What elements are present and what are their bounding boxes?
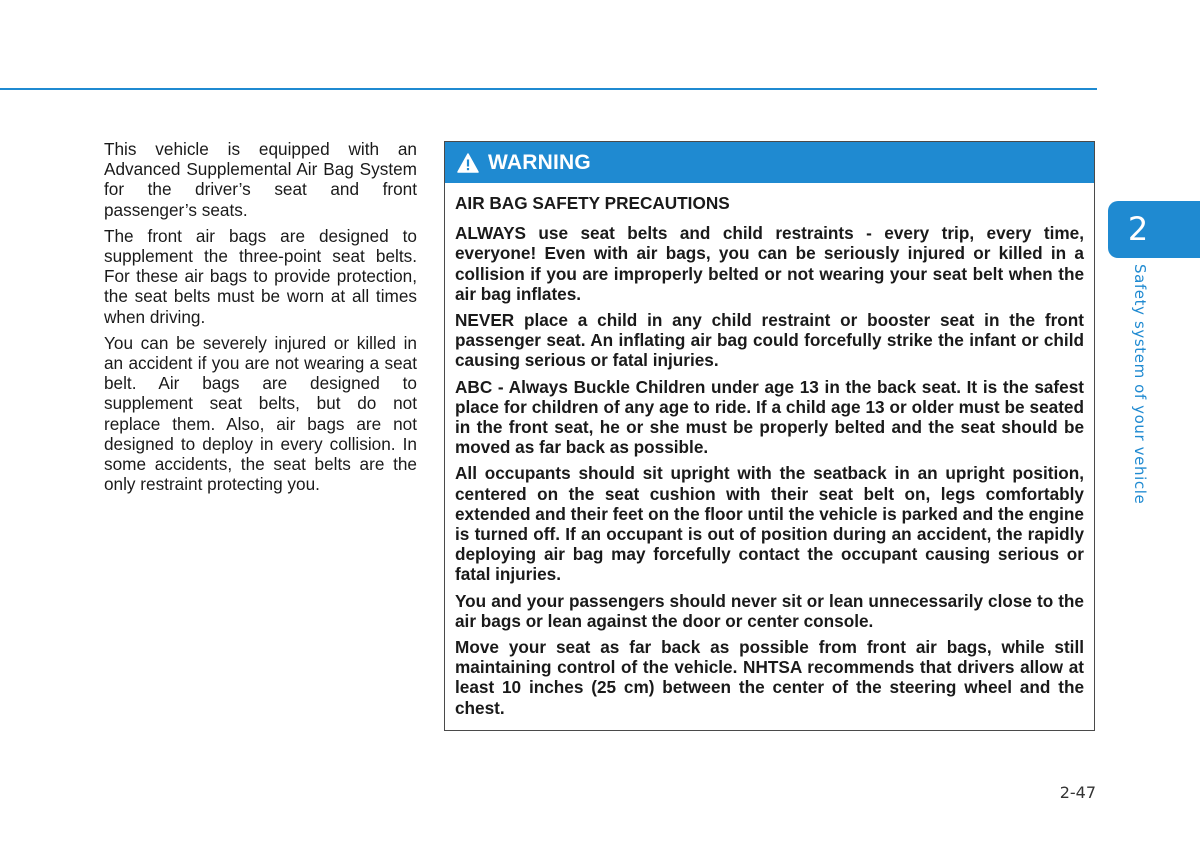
warning-body bbox=[445, 183, 1094, 718]
warning-box bbox=[444, 141, 1095, 731]
chapter-title: Safety system of your vehicle bbox=[1131, 264, 1149, 505]
page-number: 2-47 bbox=[1059, 783, 1096, 802]
chapter-tab bbox=[1108, 201, 1200, 258]
warning-paragraph: You and your passengers should never sit or lean unnecessarily close to the air bags or lean against the door or center console. bbox=[455, 590, 1084, 631]
warning-header bbox=[445, 142, 1094, 183]
intro-text-column bbox=[104, 139, 417, 500]
header-rule bbox=[0, 88, 1097, 90]
intro-paragraph: The front air bags are designed to supplement the three-point seat belts. For these air bags to provide protection, the seat belts must be worn at all times when driving. bbox=[104, 225, 417, 327]
warning-subheading: AIR BAG SAFETY PRECAUTIONS bbox=[455, 193, 730, 213]
intro-paragraph: You can be severely injured or killed in an accident if you are not wearing a seat belt. Air bags are designed to supplement seat belts, but do not replace them. Also, air bags are not designed to deploy in every collision. In some accidents, the seat belts are the only restraint protecting you. bbox=[104, 332, 417, 495]
warning-paragraph: All occupants should sit upright with the seatback in an upright position, centered on the seat cushion with their seat belt on, legs comfortably extended and their feet on the floor until the vehicle is parked and the engine is turned off. If an occupant is out of position during an accident, the rapidly deploying air bag may forcefully contact the occupant causing serious or fatal injuries. bbox=[455, 463, 1084, 585]
warning-title: WARNING bbox=[488, 150, 591, 174]
chapter-number: 2 bbox=[1127, 210, 1149, 248]
warning-paragraph: NEVER place a child in any child restraint or booster seat in the front passenger seat. An inflating air bag could forcefully strike the infant or child causing serious or fatal injuries. bbox=[455, 310, 1084, 371]
intro-paragraph: This vehicle is equipped with an Advanced Supplemental Air Bag System for the driver’s seat and front passenger’s seats. bbox=[104, 139, 417, 220]
warning-paragraph: Move your seat as far back as possible from front air bags, while still maintaining control of the vehicle. NHTSA recommends that drivers allow at least 10 inches (25 cm) between the center of the steering wheel and the chest. bbox=[455, 637, 1084, 718]
warning-triangle-icon bbox=[457, 153, 479, 173]
warning-paragraph: ALWAYS use seat belts and child restraints - every trip, every time, everyone! Even with air bags, you can be seriously injured or killed in a collision if you are improperly belted or not wearing your seat belt when the air bag inflates. bbox=[455, 223, 1084, 304]
warning-paragraph: ABC - Always Buckle Children under age 13 in the back seat. It is the safest place for children of any age to ride. If a child age 13 or older must be seated in the front seat, he or she must be properly belted and the seat should be moved as far back as possible. bbox=[455, 376, 1084, 458]
